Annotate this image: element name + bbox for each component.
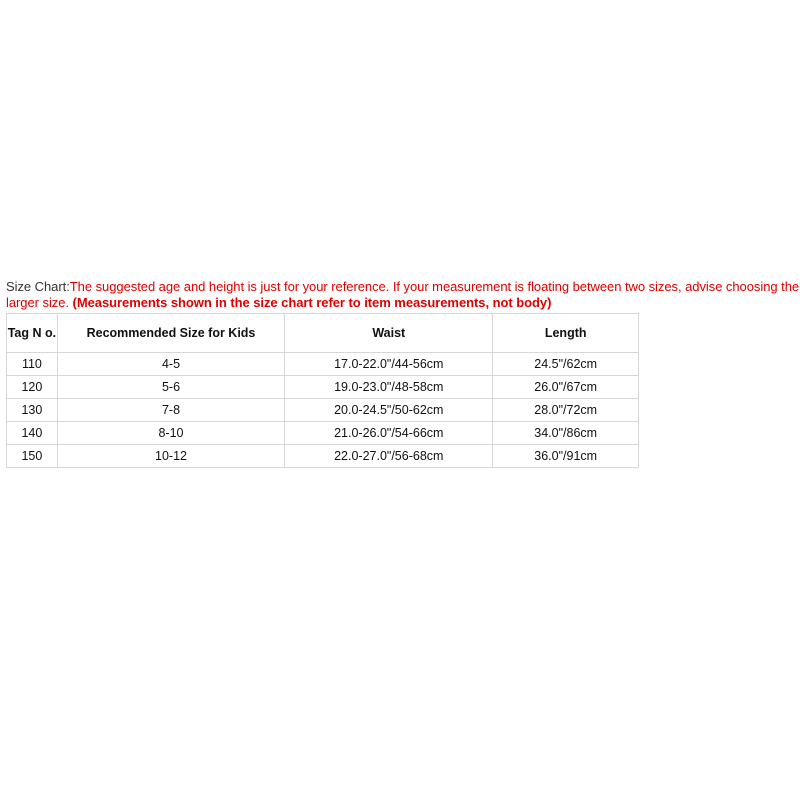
cell-waist: 19.0-23.0"/48-58cm	[285, 376, 493, 399]
size-chart-note: The suggested age and height is just for your reference. If your measurement is floating between two sizes, advise choosing the larger size.	[6, 279, 800, 310]
cell-tag-no: 110	[7, 353, 58, 376]
table-row	[7, 353, 639, 376]
table-header-row	[7, 314, 639, 353]
size-chart-bold-note: (Measurements shown in the size chart refer to item measurements, not body)	[72, 295, 552, 310]
cell-kids-size: 7-8	[57, 399, 284, 422]
table-row	[7, 445, 639, 468]
cell-kids-size: 8-10	[57, 422, 284, 445]
cell-length: 26.0"/67cm	[493, 376, 639, 399]
cell-waist: 22.0-27.0"/56-68cm	[285, 445, 493, 468]
header-tag-no: Tag N o.	[7, 314, 58, 353]
cell-length: 34.0"/86cm	[493, 422, 639, 445]
table-row	[7, 376, 639, 399]
cell-length: 36.0"/91cm	[493, 445, 639, 468]
cell-length: 28.0"/72cm	[493, 399, 639, 422]
cell-kids-size: 10-12	[57, 445, 284, 468]
header-recommended-size: Recommended Size for Kids	[57, 314, 284, 353]
header-waist: Waist	[285, 314, 493, 353]
size-table	[6, 313, 639, 468]
cell-tag-no: 150	[7, 445, 58, 468]
cell-tag-no: 140	[7, 422, 58, 445]
cell-kids-size: 5-6	[57, 376, 284, 399]
size-chart-intro	[6, 279, 800, 311]
cell-waist: 17.0-22.0"/44-56cm	[285, 353, 493, 376]
size-chart-prefix: Size Chart:	[6, 279, 70, 294]
table-row	[7, 399, 639, 422]
size-chart-section	[6, 279, 800, 468]
cell-tag-no: 130	[7, 399, 58, 422]
cell-kids-size: 4-5	[57, 353, 284, 376]
cell-waist: 21.0-26.0"/54-66cm	[285, 422, 493, 445]
table-row	[7, 422, 639, 445]
header-length: Length	[493, 314, 639, 353]
cell-waist: 20.0-24.5"/50-62cm	[285, 399, 493, 422]
cell-tag-no: 120	[7, 376, 58, 399]
cell-length: 24.5"/62cm	[493, 353, 639, 376]
